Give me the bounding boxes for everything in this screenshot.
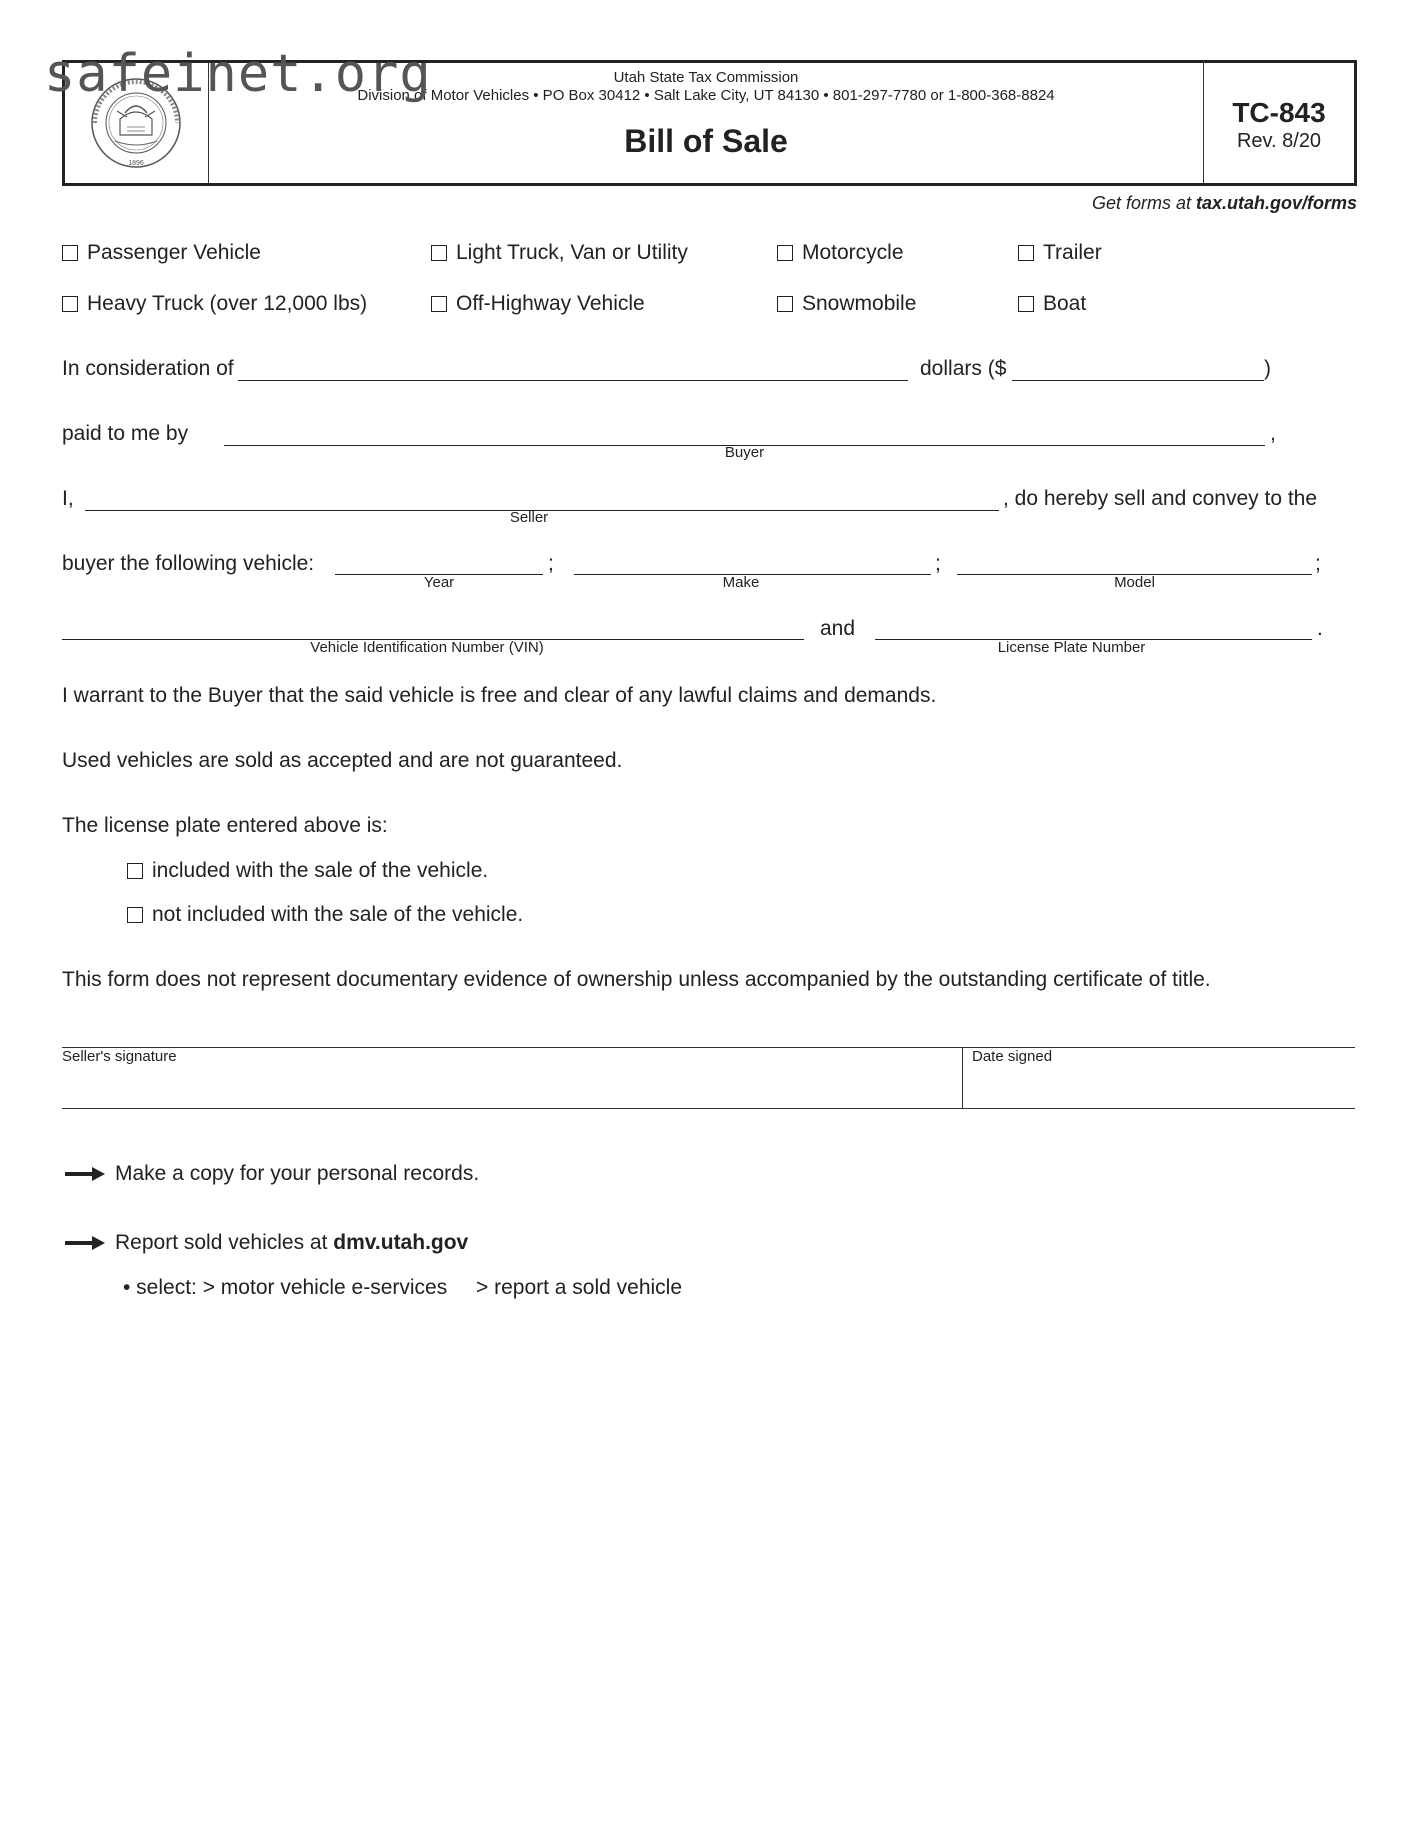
checkbox-off-highway[interactable]: Off-Highway Vehicle <box>431 292 645 316</box>
form-revision: Rev. 8/20 <box>1236 130 1322 152</box>
form-code-cell <box>1203 63 1354 183</box>
checkbox-box[interactable] <box>431 296 447 312</box>
separator-3: ; <box>1315 552 1321 575</box>
copy-instruction: Make a copy for your personal records. <box>65 1162 479 1186</box>
seller-caption: Seller <box>509 509 549 526</box>
plate-caption: License Plate Number <box>997 639 1146 656</box>
report-step: > report a sold vehicle <box>476 1276 683 1299</box>
date-signed-field[interactable] <box>963 1048 1355 1108</box>
seller-signature-label: Seller's signature <box>62 1048 177 1065</box>
checkbox-plate-not-included[interactable]: not included with the sale of the vehicle. <box>127 903 523 927</box>
checkbox-heavy-truck[interactable]: Heavy Truck (over 12,000 lbs) <box>62 292 367 316</box>
arrow-right-icon <box>65 1167 105 1181</box>
forms-link[interactable]: tax.utah.gov/forms <box>1195 193 1357 213</box>
date-signed-label: Date signed <box>972 1048 1053 1065</box>
vin-caption: Vehicle Identification Number (VIN) <box>310 639 544 656</box>
checkbox-box[interactable] <box>127 863 143 879</box>
checkbox-box[interactable] <box>777 245 793 261</box>
checkbox-box[interactable] <box>62 296 78 312</box>
seal-year: 1896 <box>128 160 144 167</box>
buyer-caption: Buyer <box>724 444 765 461</box>
checkbox-box[interactable] <box>431 245 447 261</box>
dollars-label: dollars ($ <box>920 357 1007 380</box>
seller-signature-field[interactable] <box>62 1048 962 1108</box>
agency-name: Utah State Tax Commission <box>613 69 799 86</box>
checkbox-boat[interactable]: Boat <box>1018 292 1086 316</box>
amount-words-field[interactable] <box>238 380 908 381</box>
checkbox-box[interactable] <box>62 245 78 261</box>
consideration-label: In consideration of <box>62 357 234 380</box>
paid-by-label: paid to me by <box>62 422 189 445</box>
checkbox-motorcycle[interactable]: Motorcycle <box>777 241 904 265</box>
checkbox-passenger-vehicle[interactable]: Passenger Vehicle <box>62 241 261 265</box>
year-caption: Year <box>423 574 455 591</box>
amount-close-paren: ) <box>1264 357 1271 380</box>
ownership-statement: This form does not represent documentary evidence of ownership unless accompanied by the outstanding certificate of title. <box>62 968 1211 991</box>
checkbox-trailer[interactable]: Trailer <box>1018 241 1102 265</box>
watermark: safeinet.org <box>44 44 432 104</box>
make-caption: Make <box>722 574 760 591</box>
and-text: and <box>820 617 856 640</box>
plate-question: The license plate entered above is: <box>62 814 388 837</box>
checkbox-snowmobile[interactable]: Snowmobile <box>777 292 916 316</box>
checkbox-plate-included[interactable]: included with the sale of the vehicle. <box>127 859 488 883</box>
dmv-link[interactable]: dmv.utah.gov <box>333 1231 469 1254</box>
used-vehicle-statement: Used vehicles are sold as accepted and are not guaranteed. <box>62 749 623 772</box>
vehicle-line-label: buyer the following vehicle: <box>62 552 315 575</box>
checkbox-box[interactable] <box>777 296 793 312</box>
checkbox-box[interactable] <box>1018 245 1034 261</box>
checkbox-box[interactable] <box>127 907 143 923</box>
vin-line-period: . <box>1317 617 1323 640</box>
separator-1: ; <box>548 552 554 575</box>
warranty-statement: I warrant to the Buyer that the said vehicle is free and clear of any lawful claims and demands. <box>62 684 937 707</box>
sell-convey-text: , do hereby sell and convey to the <box>1003 487 1318 510</box>
amount-number-field[interactable] <box>1012 380 1264 381</box>
checkbox-light-truck[interactable]: Light Truck, Van or Utility <box>431 241 688 265</box>
agency-address: Division of Motor Vehicles • PO Box 30412 • Salt Lake City, UT 84130 • 801-297-7780 or 1-800-368-8824 <box>357 87 1055 104</box>
report-instruction: Report sold vehicles at dmv.utah.gov <box>65 1231 468 1255</box>
select-step: • select: > motor vehicle e-services <box>123 1276 448 1299</box>
get-forms-note: Get forms at tax.utah.gov/forms <box>1091 193 1357 213</box>
form-title: Bill of Sale <box>624 123 788 159</box>
checkbox-box[interactable] <box>1018 296 1034 312</box>
seller-prefix: I, <box>62 487 74 510</box>
signature-area <box>62 1047 1355 1109</box>
arrow-right-icon <box>65 1236 105 1250</box>
model-caption: Model <box>1114 574 1155 591</box>
buyer-comma: , <box>1270 422 1276 445</box>
form-code: TC-843 <box>1232 97 1326 128</box>
separator-2: ; <box>935 552 941 575</box>
